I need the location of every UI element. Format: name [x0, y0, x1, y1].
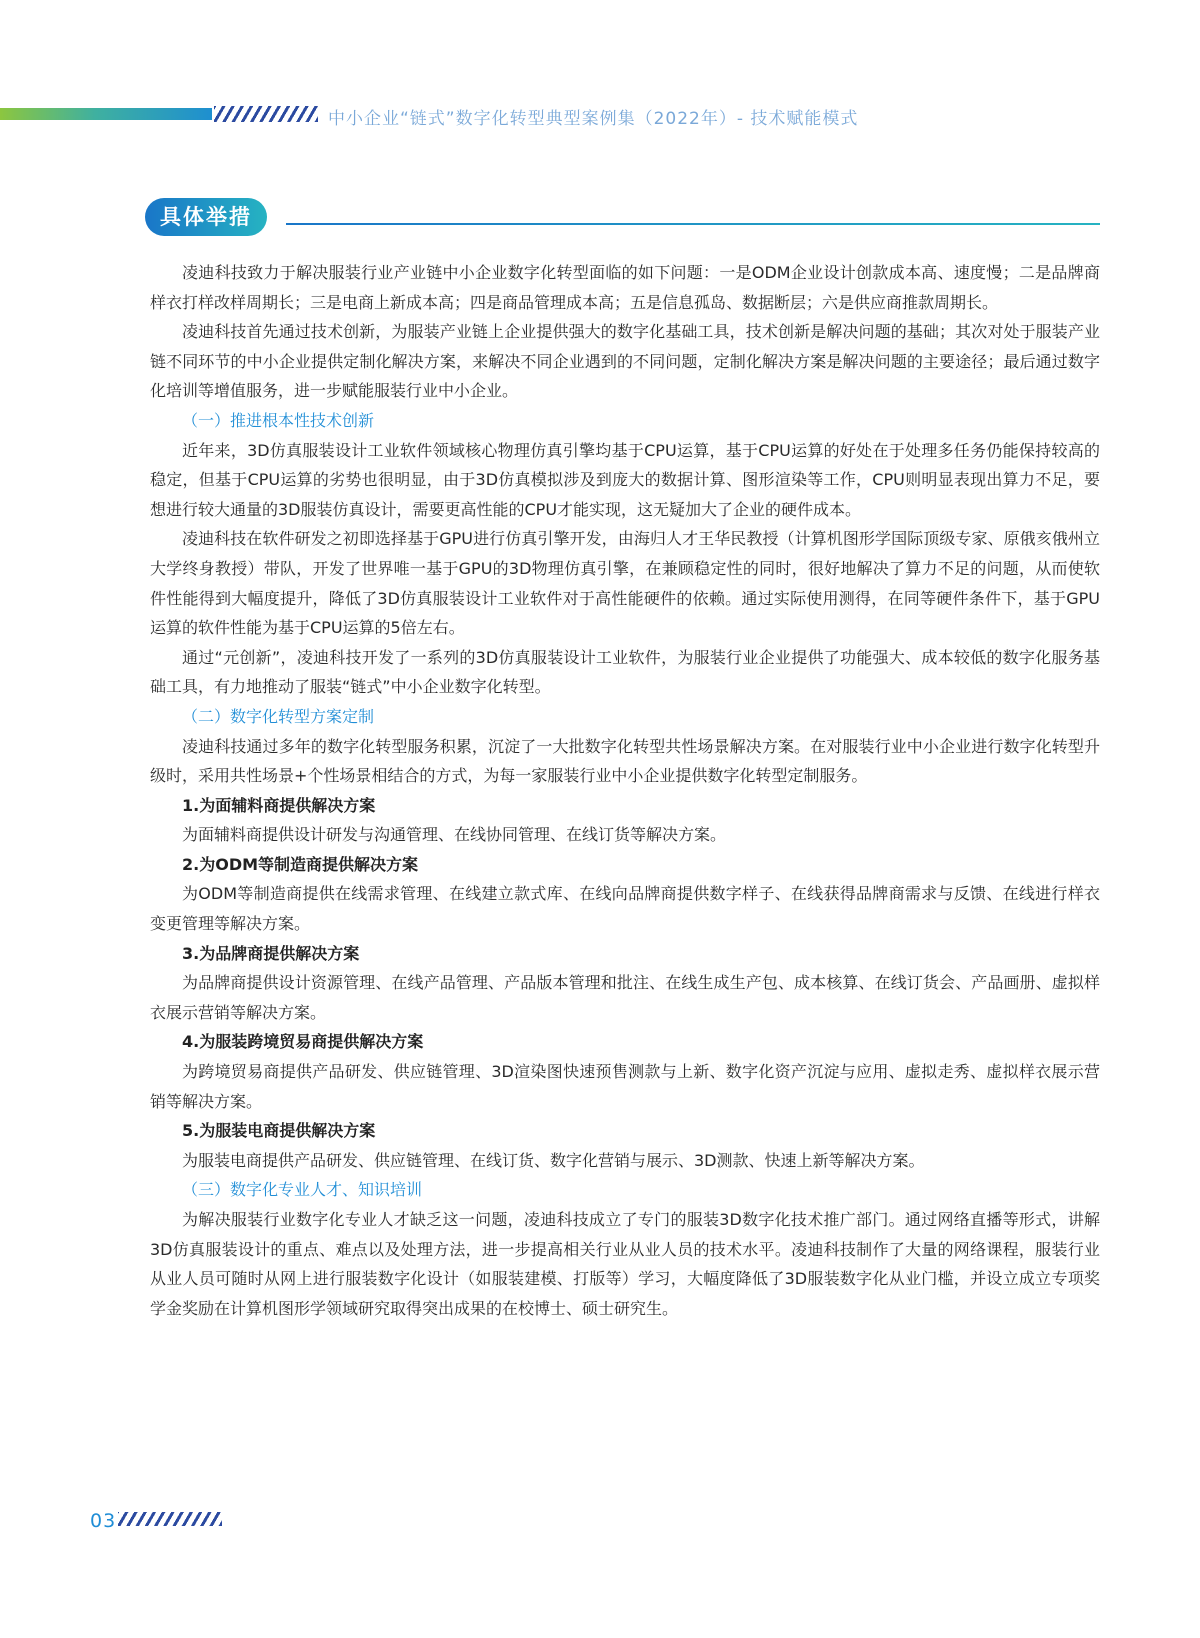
paragraph: 凌迪科技致力于解决服装行业产业链中小企业数字化转型面临的如下问题：一是ODM企业设计创款成本高、速度慢；二是品牌商样衣打样改样周期长；三是电商上新成本高；四是商品管理成本高；五是信息孤岛、数据断层；六是供应商推款周期长。 — [150, 263, 1100, 312]
section-title-badge: 具体举措 — [145, 198, 267, 236]
header-color-bar — [0, 108, 212, 120]
paragraph: 为服装电商提供产品研发、供应链管理、在线订货、数字化营销与展示、3D测款、快速上新等解决方案。 — [182, 1150, 925, 1170]
paragraph: 通过“元创新”，凌迪科技开发了一系列的3D仿真服装设计工业软件，为服装行业企业提供了功能强大、成本较低的数字化服务基础工具，有力地推动了服装“链式”中小企业数字化转型。 — [150, 647, 1100, 697]
paragraph: 为品牌商提供设计资源管理、在线产品管理、产品版本管理和批注、在线生成生产包、成本核算、在线订货会、产品画册、虚拟样衣展示营销等解决方案。 — [150, 973, 1100, 1022]
item-heading: 5.为服装电商提供解决方案 — [182, 1121, 376, 1141]
paragraph: 凌迪科技通过多年的数字化转型服务积累，沉淀了一大批数字化转型共性场景解决方案。在对服装行业中小企业进行数字化转型升级时，采用共性场景+个性场景相结合的方式，为每一家服装行业中小企业提供数字化转型定制服务。 — [150, 736, 1100, 786]
header-stripe-decoration — [214, 106, 318, 122]
subsection-heading: （三）数字化专业人才、知识培训 — [182, 1180, 423, 1200]
article-body — [150, 258, 1100, 1323]
item-heading: 4.为服装跨境贸易商提供解决方案 — [182, 1032, 424, 1052]
paragraph: 为ODM等制造商提供在线需求管理、在线建立款式库、在线向品牌商提供数字样子、在线获得品牌商需求与反馈、在线进行样衣变更管理等解决方案。 — [150, 884, 1100, 934]
paragraph: 凌迪科技在软件研发之初即选择基于GPU进行仿真引擎开发，由海归人才王华民教授（计算机图形学国际顶级专家、原俄亥俄州立大学终身教授）带队，开发了世界唯一基于GPU的3D物理仿真引擎，在兼顾稳定性的同时，很好地解决了算力不足的问题，从而使软件性能得到大幅度提升，降低了3D仿真服装设计工业软件对于高性能硬件的依赖。通过实际使用测得，在同等硬件条件下，基于GPU运算的软件性能为基于CPU运算的5倍左右。 — [150, 529, 1100, 638]
running-header-title: 中小企业“链式”数字化转型典型案例集（2022年）- 技术赋能模式 — [328, 109, 859, 129]
subsection-heading: （一）推进根本性技术创新 — [182, 410, 375, 430]
page-number: 03 — [90, 1510, 117, 1532]
paragraph: 凌迪科技首先通过技术创新，为服装产业链上企业提供强大的数字化基础工具，技术创新是解决问题的基础；其次对处于服装产业链不同环节的中小企业提供定制化解决方案，来解决不同企业遇到的不同问题，定制化解决方案是解决问题的主要途径；最后通过数字化培训等增值服务，进一步赋能服装行业中小企业。 — [150, 322, 1100, 401]
paragraph: 为解决服装行业数字化专业人才缺乏这一问题，凌迪科技成立了专门的服装3D数字化技术推广部门。通过网络直播等形式，讲解3D仿真服装设计的重点、难点以及处理方法，进一步提高相关行业从业人员的技术水平。凌迪科技制作了大量的网络课程，服装行业从业人员可随时从网上进行服装数字化设计（如服装建模、打版等）学习，大幅度降低了3D服装数字化从业门槛，并设立成立专项奖学金奖励在计算机图形学领域研究取得突出成果的在校博士、硕士研究生。 — [150, 1210, 1100, 1318]
paragraph: 为面辅料商提供设计研发与沟通管理、在线协同管理、在线订货等解决方案。 — [182, 825, 727, 845]
item-heading: 1.为面辅料商提供解决方案 — [182, 795, 376, 815]
item-heading: 3.为品牌商提供解决方案 — [182, 943, 360, 963]
paragraph: 近年来，3D仿真服装设计工业软件领域核心物理仿真引擎均基于CPU运算，基于CPU运算的好处在于处理多任务仍能保持较高的稳定，但基于CPU运算的劣势也很明显，由于3D仿真模拟涉及到庞大的数据计算、图形渲染等工作，CPU则明显表现出算力不足，要想进行较大通量的3D服装仿真设计，需要更高性能的CPU才能实现，这无疑加大了企业的硬件成本。 — [150, 440, 1100, 519]
paragraph: 为跨境贸易商提供产品研发、供应链管理、3D渲染图快速预售测款与上新、数字化资产沉淀与应用、虚拟走秀、虚拟样衣展示营销等解决方案。 — [150, 1062, 1100, 1111]
subsection-heading: （二）数字化转型方案定制 — [182, 706, 375, 726]
section-divider — [286, 223, 1100, 225]
footer-stripe-decoration — [118, 1512, 222, 1526]
item-heading: 2.为ODM等制造商提供解决方案 — [182, 854, 419, 874]
